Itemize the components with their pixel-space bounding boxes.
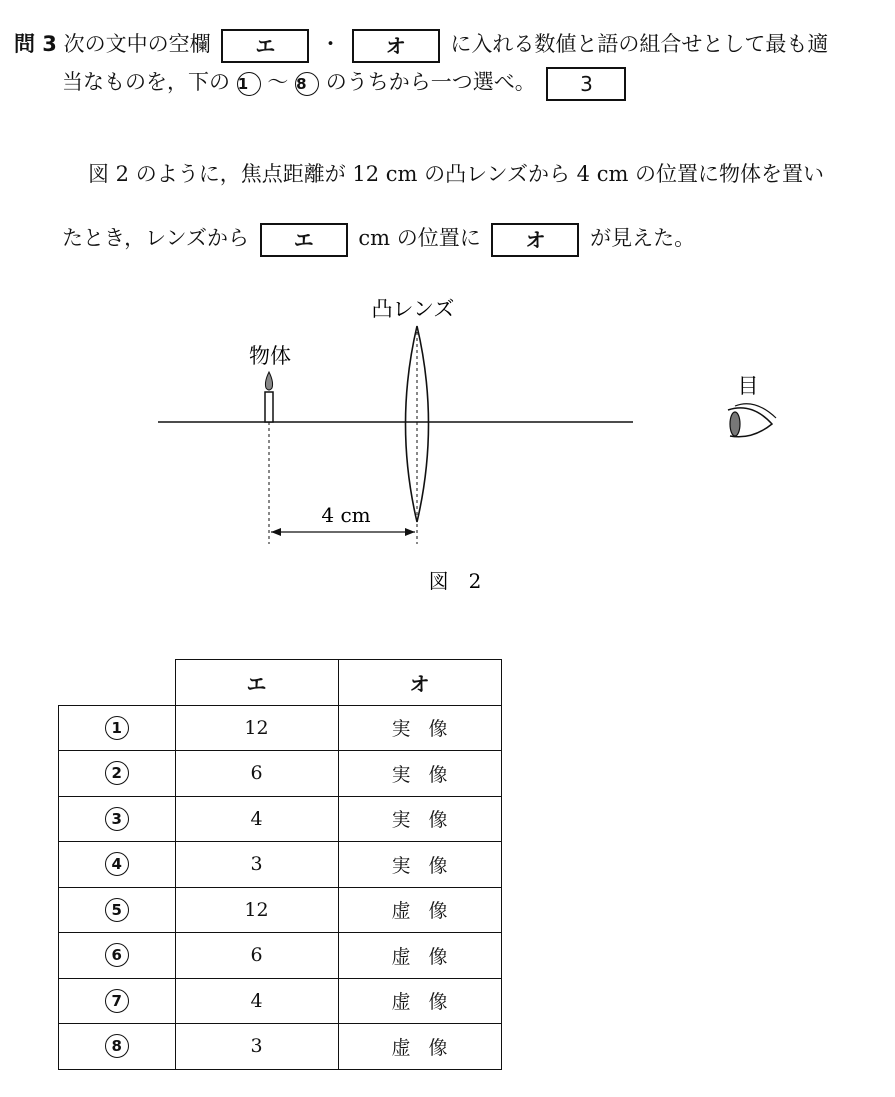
lens-diagram — [0, 290, 895, 610]
passage-blank-o-box: オ — [491, 223, 579, 257]
table-row — [59, 705, 502, 751]
option-e-cell: 12 — [175, 887, 338, 933]
option-number-cell — [59, 887, 176, 933]
option-marker: 7 — [105, 989, 129, 1013]
blank-e-box: エ — [221, 29, 309, 63]
question-dot: ・ — [320, 32, 341, 56]
option-e-cell: 4 — [175, 978, 338, 1024]
distance-label: 4 cm — [321, 503, 371, 527]
range-start-marker: 1 — [237, 72, 261, 96]
option-number-cell — [59, 1024, 176, 1070]
option-marker: 8 — [105, 1034, 129, 1058]
distance-arrow-left-icon — [271, 528, 281, 536]
table-row — [59, 842, 502, 888]
option-marker: 5 — [105, 898, 129, 922]
option-o-cell: 実像 — [338, 842, 501, 888]
option-marker: 1 — [105, 716, 129, 740]
candle-body — [265, 392, 273, 422]
table-row — [59, 1024, 502, 1070]
figure-caption: 図 2 — [428, 569, 482, 593]
answer-number-box: 3 — [546, 67, 626, 101]
eye-label: 目 — [737, 374, 759, 398]
range-end-marker: 8 — [295, 72, 319, 96]
question-text-d: のうちから一つ選べ。 — [325, 70, 536, 94]
candle-flame-icon — [265, 372, 272, 390]
option-number-cell — [59, 933, 176, 979]
table-row — [59, 887, 502, 933]
passage-text-c: が見えた。 — [590, 226, 696, 250]
option-e-cell: 6 — [175, 751, 338, 797]
option-marker: 2 — [105, 761, 129, 785]
question-text-c: 当なものを，下の — [62, 70, 230, 94]
option-o-cell: 虚像 — [338, 933, 501, 979]
option-o-cell: 実像 — [338, 705, 501, 751]
option-number-cell — [59, 705, 176, 751]
range-tilde: ～ — [267, 70, 289, 94]
table-row — [59, 933, 502, 979]
eye-icon — [728, 404, 776, 437]
option-marker: 6 — [105, 943, 129, 967]
table-header-e: エ — [175, 660, 338, 706]
table-header-blank — [59, 660, 176, 706]
table-header-o: オ — [338, 660, 501, 706]
question-text-a: 次の文中の空欄 — [63, 32, 211, 56]
table-header-row — [59, 660, 502, 706]
question-line-2 — [62, 58, 630, 106]
option-number-cell — [59, 842, 176, 888]
option-o-cell: 実像 — [338, 796, 501, 842]
option-o-cell: 虚像 — [338, 1024, 501, 1070]
object-label: 物体 — [249, 344, 291, 368]
option-e-cell: 3 — [175, 1024, 338, 1070]
answer-table — [58, 659, 502, 1070]
passage-line-1: 図 2 のように，焦点距離が 12 cm の凸レンズから 4 cm の位置に物体を置い — [88, 162, 825, 186]
lens-label: 凸レンズ — [371, 297, 455, 321]
option-marker: 3 — [105, 807, 129, 831]
option-e-cell: 3 — [175, 842, 338, 888]
option-marker: 4 — [105, 852, 129, 876]
option-number-cell — [59, 751, 176, 797]
answer-table-container — [58, 659, 502, 1070]
option-o-cell: 虚像 — [338, 887, 501, 933]
blank-o-box: オ — [352, 29, 440, 63]
option-e-cell: 6 — [175, 933, 338, 979]
option-o-cell: 虚像 — [338, 978, 501, 1024]
question-text-b: に入れる数値と語の組合せとして最も適 — [450, 32, 829, 56]
question-number: 問 3 — [14, 32, 57, 56]
option-e-cell: 12 — [175, 705, 338, 751]
passage-text-a: たとき，レンズから — [62, 226, 250, 250]
option-number-cell — [59, 978, 176, 1024]
option-e-cell: 4 — [175, 796, 338, 842]
passage-text-b: cm の位置に — [358, 226, 481, 250]
table-row — [59, 796, 502, 842]
option-o-cell: 実像 — [338, 751, 501, 797]
passage-blank-e-box: エ — [260, 223, 348, 257]
option-number-cell — [59, 796, 176, 842]
table-row — [59, 751, 502, 797]
table-row — [59, 978, 502, 1024]
passage-line-2 — [62, 214, 695, 262]
distance-arrow-right-icon — [405, 528, 415, 536]
